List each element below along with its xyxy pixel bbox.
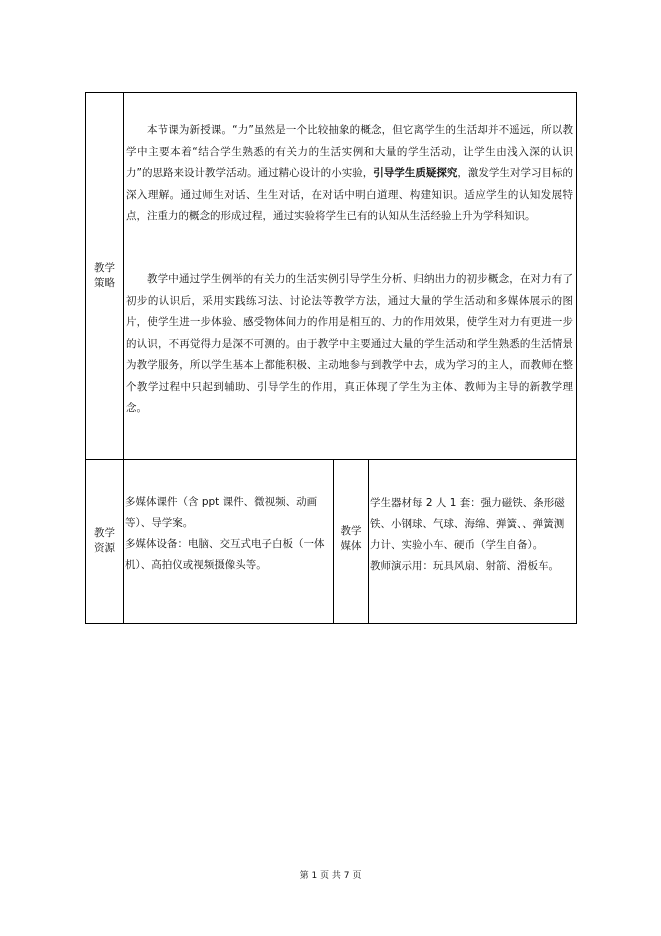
resources-text-2: 多媒体设备：电脑、交互式电子白板（一体机）、高拍仪或视频摄像头等。 — [125, 538, 325, 571]
media-label: 教学 媒体 — [340, 525, 362, 552]
strategy-emphasis: 引导学生质疑探究 — [373, 167, 458, 179]
strategy-label-line2: 策略 — [94, 277, 115, 289]
media-text-2: 教师演示用：玩具风扇、射箭、滑板车。 — [370, 560, 559, 572]
strategy-label-line1: 教学 — [94, 262, 115, 274]
strategy-paragraph-2: 教学中通过学生例举的有关力的生活实例引导学生分析、归纳出力的初步概念，在对力有了初步的认识后，采用实践练习法、讨论法等教学方法，通过大量的学生活动和多媒体展示的图片，使学生进一步体验、感受物体间力的作用是相互的、力的作用效果，使学生对力有更进一步的认识，不再觉得力是深不可测的。由于教学中主要通过大量的学生活动和学生熟悉的生活情景为教学服务，所以学生基本上都能积极、主动地参与到教学中去，成为学习的主人，而教师在整个教学过程中只起到辅助、引导学生的作用，真正体现了学生为主体、教师为主导的新教学理念。 — [126, 273, 573, 414]
media-text-1: 学生器材每 2 人 1 套：强力磁铁、条形磁铁、小钢球、气球、海绵、弹簧、、弹簧测力计、实验小车、硬币（学生自备）。 — [370, 497, 565, 551]
lesson-plan-table — [85, 92, 577, 624]
resources-label: 教学 资源 — [94, 527, 115, 554]
resources-text-1: 多媒体课件（含 ppt 课件、微视频、动画等）、导学案。 — [125, 496, 318, 529]
media-label-divider — [368, 459, 369, 623]
page-footer: 第 1 页 共 7 页 — [299, 871, 362, 881]
strategy-paragraph-1: 本节课为新授课。“力”虽然是一个比较抽象的概念，但它离学生的生活却并不遥远，所以教学中主要本着“结合学生熟悉的有关力的生活实例和大量的学生活动，让学生由浅入深的认识力”的思路来设计教学活动。通过精心设计的小实验，引导学生质疑探究，激发学生对学习目标的深入理解。通过师生对话、生生对话，在对话中明白道理、构建知识。适应学生的认知发展特点，注重力的概念的形成过程，通过实验将学生已有的认知从生活经验上升为学科知识。 — [126, 124, 574, 222]
resources-content — [125, 492, 331, 576]
strategy-label — [86, 261, 123, 291]
row-divider — [86, 459, 576, 460]
media-content — [370, 493, 574, 577]
label-column-divider — [123, 93, 124, 623]
